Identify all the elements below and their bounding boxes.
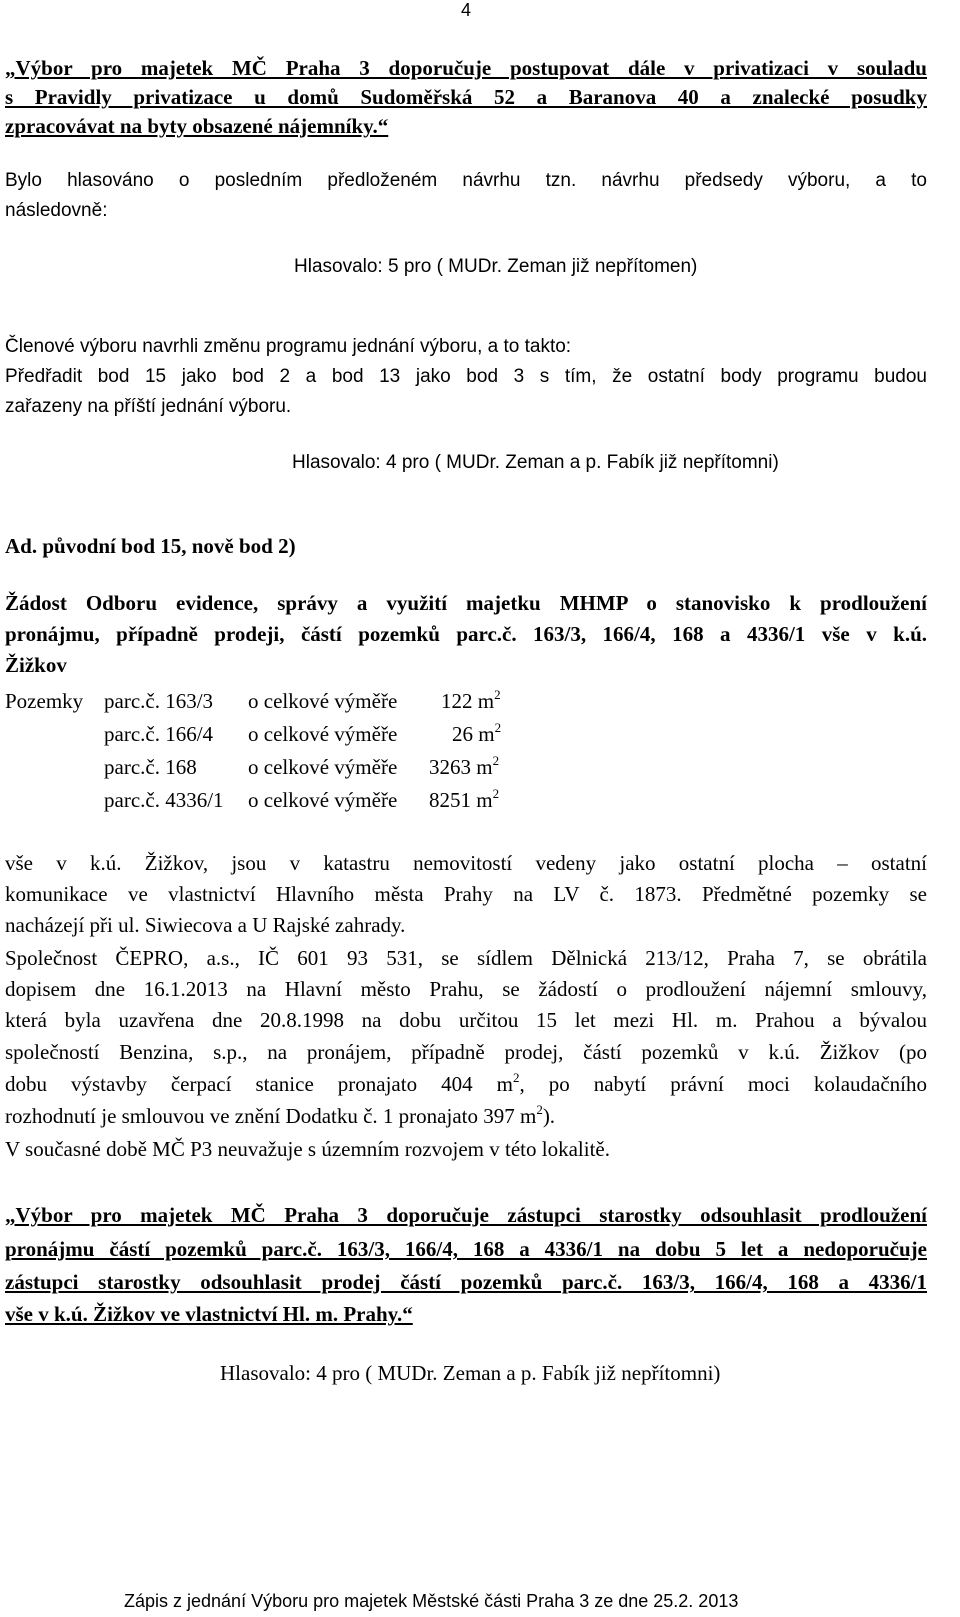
request-line-3: Žižkov bbox=[5, 653, 67, 677]
parcel-id: parc.č. 163/3 bbox=[104, 689, 214, 713]
resolution-2-line-4: vše v k.ú. Žižkov ve vlastnictví Hl. m. Prahy.“ bbox=[5, 1302, 413, 1326]
parcel-area-value: 3263 $m^2$ bbox=[429, 753, 500, 779]
request-line-2: pronájmu, případně prodeji, částí pozemků parc.č. 163/3, 166/4, 168 a 4336/1 vše v k.ú. bbox=[5, 622, 927, 646]
parcel-id: parc.č. 166/4 bbox=[104, 722, 214, 746]
cadastre-line-3: nacházejí při ul. Siwiecova a U Rajské zahrady. bbox=[5, 913, 406, 937]
parcel-area-text: o celkové výměře bbox=[248, 788, 398, 812]
resolution-1-line-3: zpracovávat na byty obsazené nájemníky.“ bbox=[5, 114, 389, 138]
voting-intro-line-2: následovně: bbox=[5, 200, 108, 221]
page-number: 4 bbox=[461, 0, 472, 20]
program-change-line-2: Předřadit bod 15 jako bod 2 a bod 13 jako bod 3 s tím, že ostatní body programu budou bbox=[5, 366, 927, 387]
agenda-item-heading: Ad. původní bod 15, nově bod 2) bbox=[5, 534, 296, 558]
cepro-line-1: Společnost ČEPRO, a.s., IČ 601 93 531, se sídlem Dělnická 213/12, Praha 7, se obrátila bbox=[5, 946, 927, 970]
cepro-line-7: V současné době MČ P3 neuvažuje s územním rozvojem v této lokalitě. bbox=[5, 1137, 610, 1161]
page-footer: Zápis z jednání Výboru pro majetek Městské části Praha 3 ze dne 25.2. 2013 bbox=[124, 1591, 739, 1611]
parcel-area-value: 8251 $m^2$ bbox=[429, 786, 500, 812]
vote-result-2: Hlasovalo: 4 pro ( MUDr. Zeman a p. Fabík již nepřítomni) bbox=[292, 452, 779, 473]
program-change-line-1: Členové výboru navrhli změnu programu jednání výboru, a to takto: bbox=[5, 336, 572, 357]
resolution-2-line-2: pronájmu částí pozemků parc.č. 163/3, 166/4, 168 a 4336/1 na dobu 5 let a nedoporučuje bbox=[5, 1237, 927, 1261]
vote-result-1: Hlasovalo: 5 pro ( MUDr. Zeman již nepřítomen) bbox=[294, 256, 698, 277]
parcel-area-text: o celkové výměře bbox=[248, 722, 398, 746]
parcel-id: parc.č. 168 bbox=[104, 755, 197, 779]
cepro-line-4: společností Benzina, s.p., na pronájem, případně prodej, částí pozemků v k.ú. Žižkov (po bbox=[5, 1040, 927, 1064]
parcel-id: parc.č. 4336/1 bbox=[104, 788, 224, 812]
vote-result-3: Hlasovalo: 4 pro ( MUDr. Zeman a p. Fabík již nepřítomni) bbox=[220, 1361, 721, 1385]
voting-intro-line-1: Bylo hlasováno o posledním předloženém návrhu tzn. návrhu předsedy výboru, a to bbox=[5, 170, 927, 191]
program-change-line-3: zařazeny na příští jednání výboru. bbox=[5, 396, 292, 417]
resolution-1-line-1: „Výbor pro majetek MČ Praha 3 doporučuje postupovat dále v privatizaci v souladu bbox=[5, 56, 927, 80]
cepro-line-6: rozhodnutí je smlouvou ve znění Dodatku č. 1 pronajato 397 $m^2$). bbox=[5, 1102, 556, 1128]
resolution-2-line-3: zástupci starostky odsouhlasit prodej částí pozemků parc.č. 163/3, 166/4, 168 a 4336/1 bbox=[5, 1270, 927, 1294]
parcel-area-text: o celkové výměře bbox=[248, 755, 398, 779]
parcel-area-value: 26 $m^2$ bbox=[452, 720, 502, 746]
request-line-1: Žádost Odboru evidence, správy a využití majetku MHMP o stanovisko k prodloužení bbox=[5, 591, 927, 615]
cepro-line-2: dopisem dne 16.1.2013 na Hlavní město Prahu, se žádostí o prodloužení nájemní smlouvy, bbox=[5, 977, 927, 1001]
cadastre-line-1: vše v k.ú. Žižkov, jsou v katastru nemovitostí vedeny jako ostatní plocha – ostatní bbox=[5, 851, 927, 875]
cepro-line-5: dobu výstavby čerpací stanice pronajato 404 $m^2$, po nabytí právní moci kolaudačního bbox=[5, 1070, 927, 1096]
cepro-line-3: která byla uzavřena dne 20.8.1998 na dobu určitou 15 let mezi Hl. m. Prahou a bývalou bbox=[5, 1008, 927, 1032]
parcels-label: Pozemky bbox=[5, 689, 84, 713]
resolution-2-line-1: „Výbor pro majetek MČ Praha 3 doporučuje zástupci starostky odsouhlasit prodloužení bbox=[5, 1203, 927, 1227]
parcel-area-text: o celkové výměře bbox=[248, 689, 398, 713]
parcel-area-value: 122 $m^2$ bbox=[441, 687, 501, 713]
resolution-1-line-2: s Pravidly privatizace u domů Sudoměřská 52 a Baranova 40 a znalecké posudky bbox=[5, 85, 927, 109]
cadastre-line-2: komunikace ve vlastnictví Hlavního města Prahy na LV č. 1873. Předmětné pozemky se bbox=[5, 882, 927, 906]
